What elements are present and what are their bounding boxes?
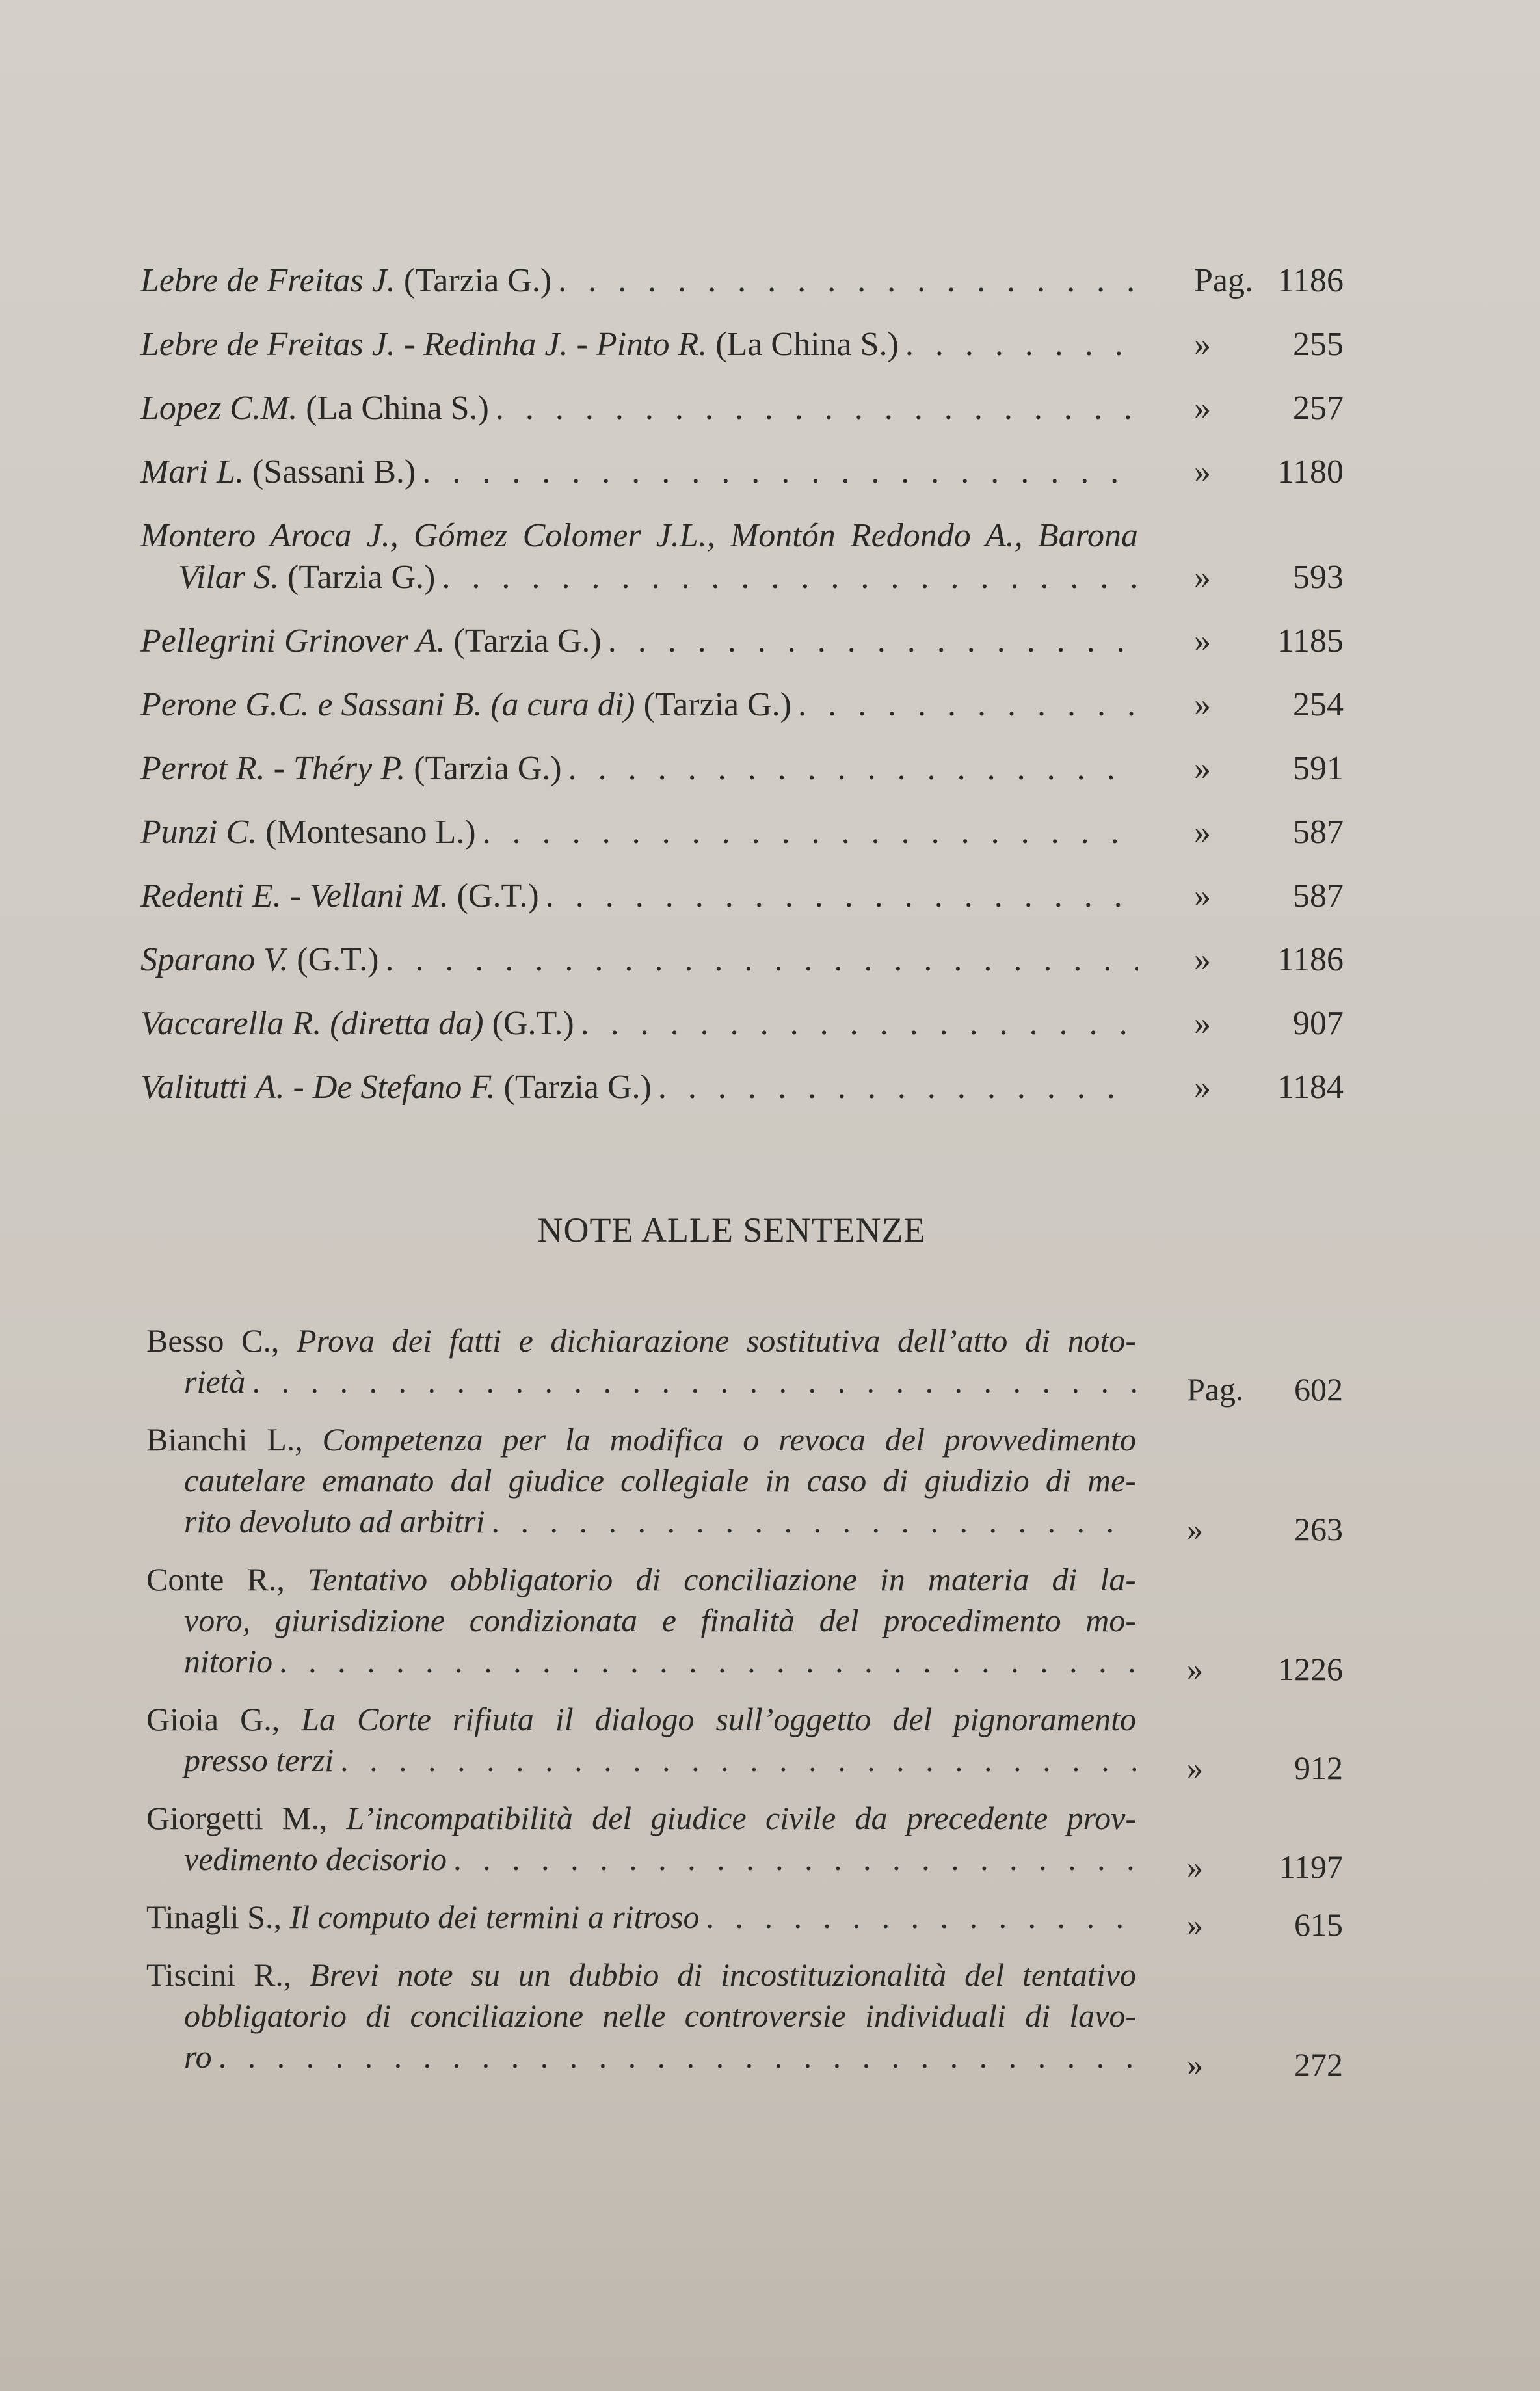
entry-title-italic: Lebre de Freitas J. - Redinha J. - Pinto R. (140, 326, 708, 363)
page-prefix: Pag. (1194, 262, 1253, 299)
index-entry (146, 1419, 1343, 1547)
page-reference (1148, 875, 1344, 917)
entry-line-text (184, 1641, 272, 1682)
entry-title-italic: Il computo dei termini a ritroso (289, 1899, 700, 1935)
entry-line-text (140, 1003, 574, 1045)
entry-line-text (184, 2037, 212, 2077)
leader-dots (340, 1740, 1136, 1781)
entry-title-italic: voro, giurisdizione condizionata e finalità del procedimento mo- (184, 1602, 1136, 1638)
entry-line-text (140, 451, 416, 493)
entry-line-text (140, 324, 899, 366)
entry-line (146, 1839, 1136, 1880)
entry-line (146, 1559, 1136, 1600)
entry-line (140, 1003, 1138, 1045)
page-prefix: » (1194, 1005, 1211, 1042)
entry-line-text (140, 621, 602, 662)
entry-line-text (178, 557, 435, 598)
entry-title-italic: nitorio (184, 1643, 273, 1679)
page-reference (1141, 1509, 1343, 1550)
page-prefix: » (1194, 453, 1211, 490)
section-heading-note-alle-sentenze: NOTE ALLE SENTENZE (537, 1210, 926, 1249)
entry-title-italic: Vaccarella R. (diretta da) (140, 1005, 484, 1042)
entry-line (146, 1897, 1136, 1938)
entry-text: Tinagli S., (146, 1899, 290, 1935)
entry-title-italic: Redenti E. - Vellani M. (140, 877, 449, 915)
index-entry (140, 324, 1344, 366)
page-prefix: » (1194, 1069, 1211, 1106)
entry-title-italic: Punzi C. (140, 814, 258, 851)
entry-line (146, 1641, 1136, 1682)
entry-title-italic: rito devoluto ad arbitri (184, 1503, 485, 1540)
page-reference (1148, 939, 1344, 981)
index-entry (146, 1320, 1343, 1408)
leader-dots (608, 621, 1138, 662)
entry-line-text (184, 1361, 245, 1402)
page-prefix: » (1187, 1906, 1203, 1943)
entry-line (140, 812, 1138, 853)
entry-text: (Tarzia G.) (405, 750, 562, 787)
leader-dots (496, 388, 1138, 429)
index-entry (140, 451, 1344, 493)
page-number: 1184 (1277, 1069, 1344, 1106)
entry-text: (Tarzia G.) (279, 559, 436, 596)
index-entry (146, 1559, 1343, 1687)
page-prefix: » (1187, 2046, 1203, 2083)
entry-title-italic: ro (184, 2038, 212, 2075)
index-entry (146, 1798, 1343, 1885)
entry-line (146, 1955, 1136, 1996)
page-reference (1148, 621, 1344, 662)
notes-index-list (146, 1320, 1343, 2094)
index-entry (140, 939, 1344, 981)
entry-line-text (140, 260, 551, 302)
leader-dots (483, 812, 1138, 853)
entry-line (140, 557, 1138, 598)
entry-title-italic: La Corte rifiuta il dialogo sull’oggetto del pignoramento (301, 1701, 1136, 1737)
index-entry (146, 1699, 1343, 1786)
entry-text: Gioia G., (146, 1701, 302, 1737)
page-number: 254 (1293, 686, 1344, 723)
entry-title-italic: rietà (184, 1363, 246, 1400)
page-number: 1197 (1279, 1849, 1343, 1885)
leader-dots (492, 1501, 1137, 1542)
index-entry (140, 260, 1344, 302)
page-number: 912 (1294, 1750, 1343, 1786)
entry-text: Bianchi L., (146, 1421, 323, 1458)
entry-line (140, 875, 1138, 917)
entry-text: (Tarzia G.) (495, 1069, 652, 1106)
page-number: 1185 (1277, 622, 1344, 660)
entry-title-italic: Prova dei fatti e dichiarazione sostitutiva dell’atto di noto- (296, 1322, 1136, 1359)
index-entry (140, 515, 1344, 598)
page-number: 263 (1294, 1511, 1343, 1547)
index-entry (140, 1067, 1344, 1108)
entry-line (140, 324, 1138, 366)
page-reference (1148, 557, 1344, 598)
page-prefix: » (1187, 1651, 1203, 1687)
page-reference (1141, 2044, 1343, 2085)
page-reference (1141, 1369, 1343, 1410)
entry-text: (G.T.) (288, 941, 379, 978)
entry-line-text (140, 388, 489, 429)
index-entry (140, 621, 1344, 662)
entry-line-text (184, 1839, 447, 1880)
entry-title-italic: vedimento decisorio (184, 1841, 447, 1877)
leader-dots (219, 2037, 1136, 2077)
entry-line (146, 1501, 1136, 1542)
entry-text: Besso C., (146, 1322, 297, 1359)
entry-title-italic: Perrot R. - Théry P. (140, 750, 406, 787)
page-reference (1148, 260, 1344, 302)
leader-dots (279, 1641, 1136, 1682)
entry-line (140, 515, 1138, 557)
page-prefix: » (1194, 326, 1211, 363)
entry-title-italic: Tentativo obbligatorio di conciliazione in materia di la- (307, 1561, 1136, 1597)
leader-dots (546, 875, 1138, 917)
leader-dots (422, 451, 1138, 493)
entry-text: (La China S.) (707, 326, 899, 363)
leader-dots (558, 260, 1138, 302)
entry-line (146, 1798, 1136, 1839)
entry-line-text (140, 1067, 652, 1108)
entry-title-italic: obbligatorio di conciliazione nelle controversie individuali di lavo- (184, 1997, 1136, 2034)
leader-dots (568, 748, 1138, 790)
entry-text: Giorgetti M., (146, 1800, 347, 1836)
leader-dots (442, 557, 1138, 598)
page-reference (1141, 1847, 1343, 1888)
authors-index-list (140, 260, 1344, 1130)
entry-title-italic: Competenza per la modifica o revoca del provvedimento (322, 1421, 1136, 1458)
page-prefix: » (1194, 941, 1211, 978)
index-entry (140, 812, 1344, 853)
entry-line (140, 939, 1138, 981)
entry-line-text (184, 1740, 334, 1781)
page-reference (1148, 324, 1344, 366)
entry-line (140, 388, 1138, 429)
entry-line (146, 1740, 1136, 1781)
page-reference (1148, 451, 1344, 493)
entry-title-italic: Mari L. (140, 453, 244, 490)
page-number: 587 (1293, 814, 1344, 851)
index-entry (140, 684, 1344, 726)
entry-text: (Tarzia G.) (635, 686, 791, 723)
entry-title-italic: Lebre de Freitas J. (140, 262, 395, 299)
entry-title-italic: Lopez C.M. (140, 390, 298, 427)
leader-dots (385, 939, 1138, 981)
entry-line (146, 1996, 1136, 2037)
entry-title-italic: Brevi note su un dubbio di incostituzionalità del tentativo (310, 1957, 1136, 1993)
entry-line (140, 1067, 1138, 1108)
page-reference (1148, 1067, 1344, 1108)
page-number: 1186 (1277, 262, 1344, 299)
entry-line-text (140, 748, 562, 790)
entry-line (146, 1699, 1136, 1740)
entry-title-italic: cautelare emanato dal giudice collegiale in caso di giudizio di me- (184, 1462, 1136, 1499)
page-prefix: » (1187, 1750, 1203, 1786)
entry-line (140, 748, 1138, 790)
entry-line (146, 2037, 1136, 2077)
entry-title-italic: Sparano V. (140, 941, 289, 978)
page-prefix: » (1194, 750, 1211, 787)
entry-line (146, 1460, 1136, 1501)
page-number: 1180 (1277, 453, 1344, 490)
leader-dots (453, 1839, 1136, 1880)
page-number: 591 (1293, 750, 1344, 787)
entry-line-text (140, 812, 476, 853)
entry-line-text (140, 875, 539, 917)
page-reference (1148, 1003, 1344, 1045)
entry-line (140, 684, 1138, 726)
entry-title-italic: Valitutti A. - De Stefano F. (140, 1069, 496, 1106)
page-prefix: » (1194, 814, 1211, 851)
page-number: 1186 (1277, 941, 1344, 978)
index-entry (140, 875, 1344, 917)
index-entry (140, 748, 1344, 790)
page-number: 1226 (1278, 1651, 1343, 1687)
page-number: 272 (1294, 2046, 1343, 2083)
leader-dots (252, 1361, 1136, 1402)
entry-title-italic: Perone G.C. e Sassani B. (a cura di) (140, 686, 635, 723)
page-number: 907 (1293, 1005, 1344, 1042)
entry-text: (Sassani B.) (243, 453, 416, 490)
page-reference (1141, 1649, 1343, 1690)
entry-text: (La China S.) (297, 390, 489, 427)
entry-line (140, 260, 1138, 302)
entry-title-italic: presso terzi (184, 1742, 334, 1778)
leader-dots (905, 324, 1138, 366)
entry-text: (G.T.) (483, 1005, 574, 1042)
page-reference (1141, 1748, 1343, 1789)
entry-text: Conte R., (146, 1561, 308, 1597)
leader-dots (581, 1003, 1138, 1045)
page-number: 255 (1293, 326, 1344, 363)
entry-line (146, 1320, 1136, 1361)
page-number: 615 (1294, 1906, 1343, 1943)
entry-title-italic: Vilar S. (178, 559, 280, 596)
index-entry (146, 1897, 1343, 1943)
entry-text: (Tarzia G.) (445, 622, 602, 660)
entry-text: (Tarzia G.) (395, 262, 552, 299)
page-prefix: » (1194, 622, 1211, 660)
entry-line (146, 1419, 1136, 1460)
page-prefix: Pag. (1187, 1371, 1244, 1408)
entry-title-italic: Pellegrini Grinover A. (140, 622, 445, 660)
entry-line (146, 1600, 1136, 1641)
entry-line-text (140, 939, 378, 981)
index-entry (140, 1003, 1344, 1045)
page-reference (1148, 388, 1344, 429)
entry-title-italic: L’incompatibilità del giudice civile da precedente prov- (346, 1800, 1136, 1836)
leader-dots (706, 1897, 1136, 1938)
leader-dots (798, 684, 1138, 726)
page-reference (1148, 812, 1344, 853)
page-prefix: » (1194, 559, 1211, 596)
page-reference (1148, 684, 1344, 726)
page-prefix: » (1194, 877, 1211, 915)
index-entry (140, 388, 1344, 429)
page-prefix: » (1194, 686, 1211, 723)
leader-dots (658, 1067, 1138, 1108)
page-number: 587 (1293, 877, 1344, 915)
entry-line-text (140, 684, 791, 726)
page-reference (1141, 1904, 1343, 1945)
entry-line (140, 451, 1138, 493)
entry-text: (Montesano L.) (257, 814, 476, 851)
page-number: 602 (1294, 1371, 1343, 1408)
entry-line-text (184, 1501, 485, 1542)
entry-line (140, 621, 1138, 662)
entry-line-text (146, 1897, 700, 1938)
index-entry (146, 1955, 1343, 2083)
page-number: 593 (1293, 559, 1344, 596)
page-prefix: » (1187, 1511, 1203, 1547)
entry-text: Tiscini R., (146, 1957, 310, 1993)
page-reference (1148, 748, 1344, 790)
page-prefix: » (1194, 390, 1211, 427)
entry-line (146, 1361, 1136, 1402)
page-number: 257 (1293, 390, 1344, 427)
entry-text: (G.T.) (448, 877, 539, 915)
page-prefix: » (1187, 1849, 1203, 1885)
entry-title-italic: Montero Aroca J., Gómez Colomer J.L., Montón Redondo A., Barona (140, 517, 1138, 554)
